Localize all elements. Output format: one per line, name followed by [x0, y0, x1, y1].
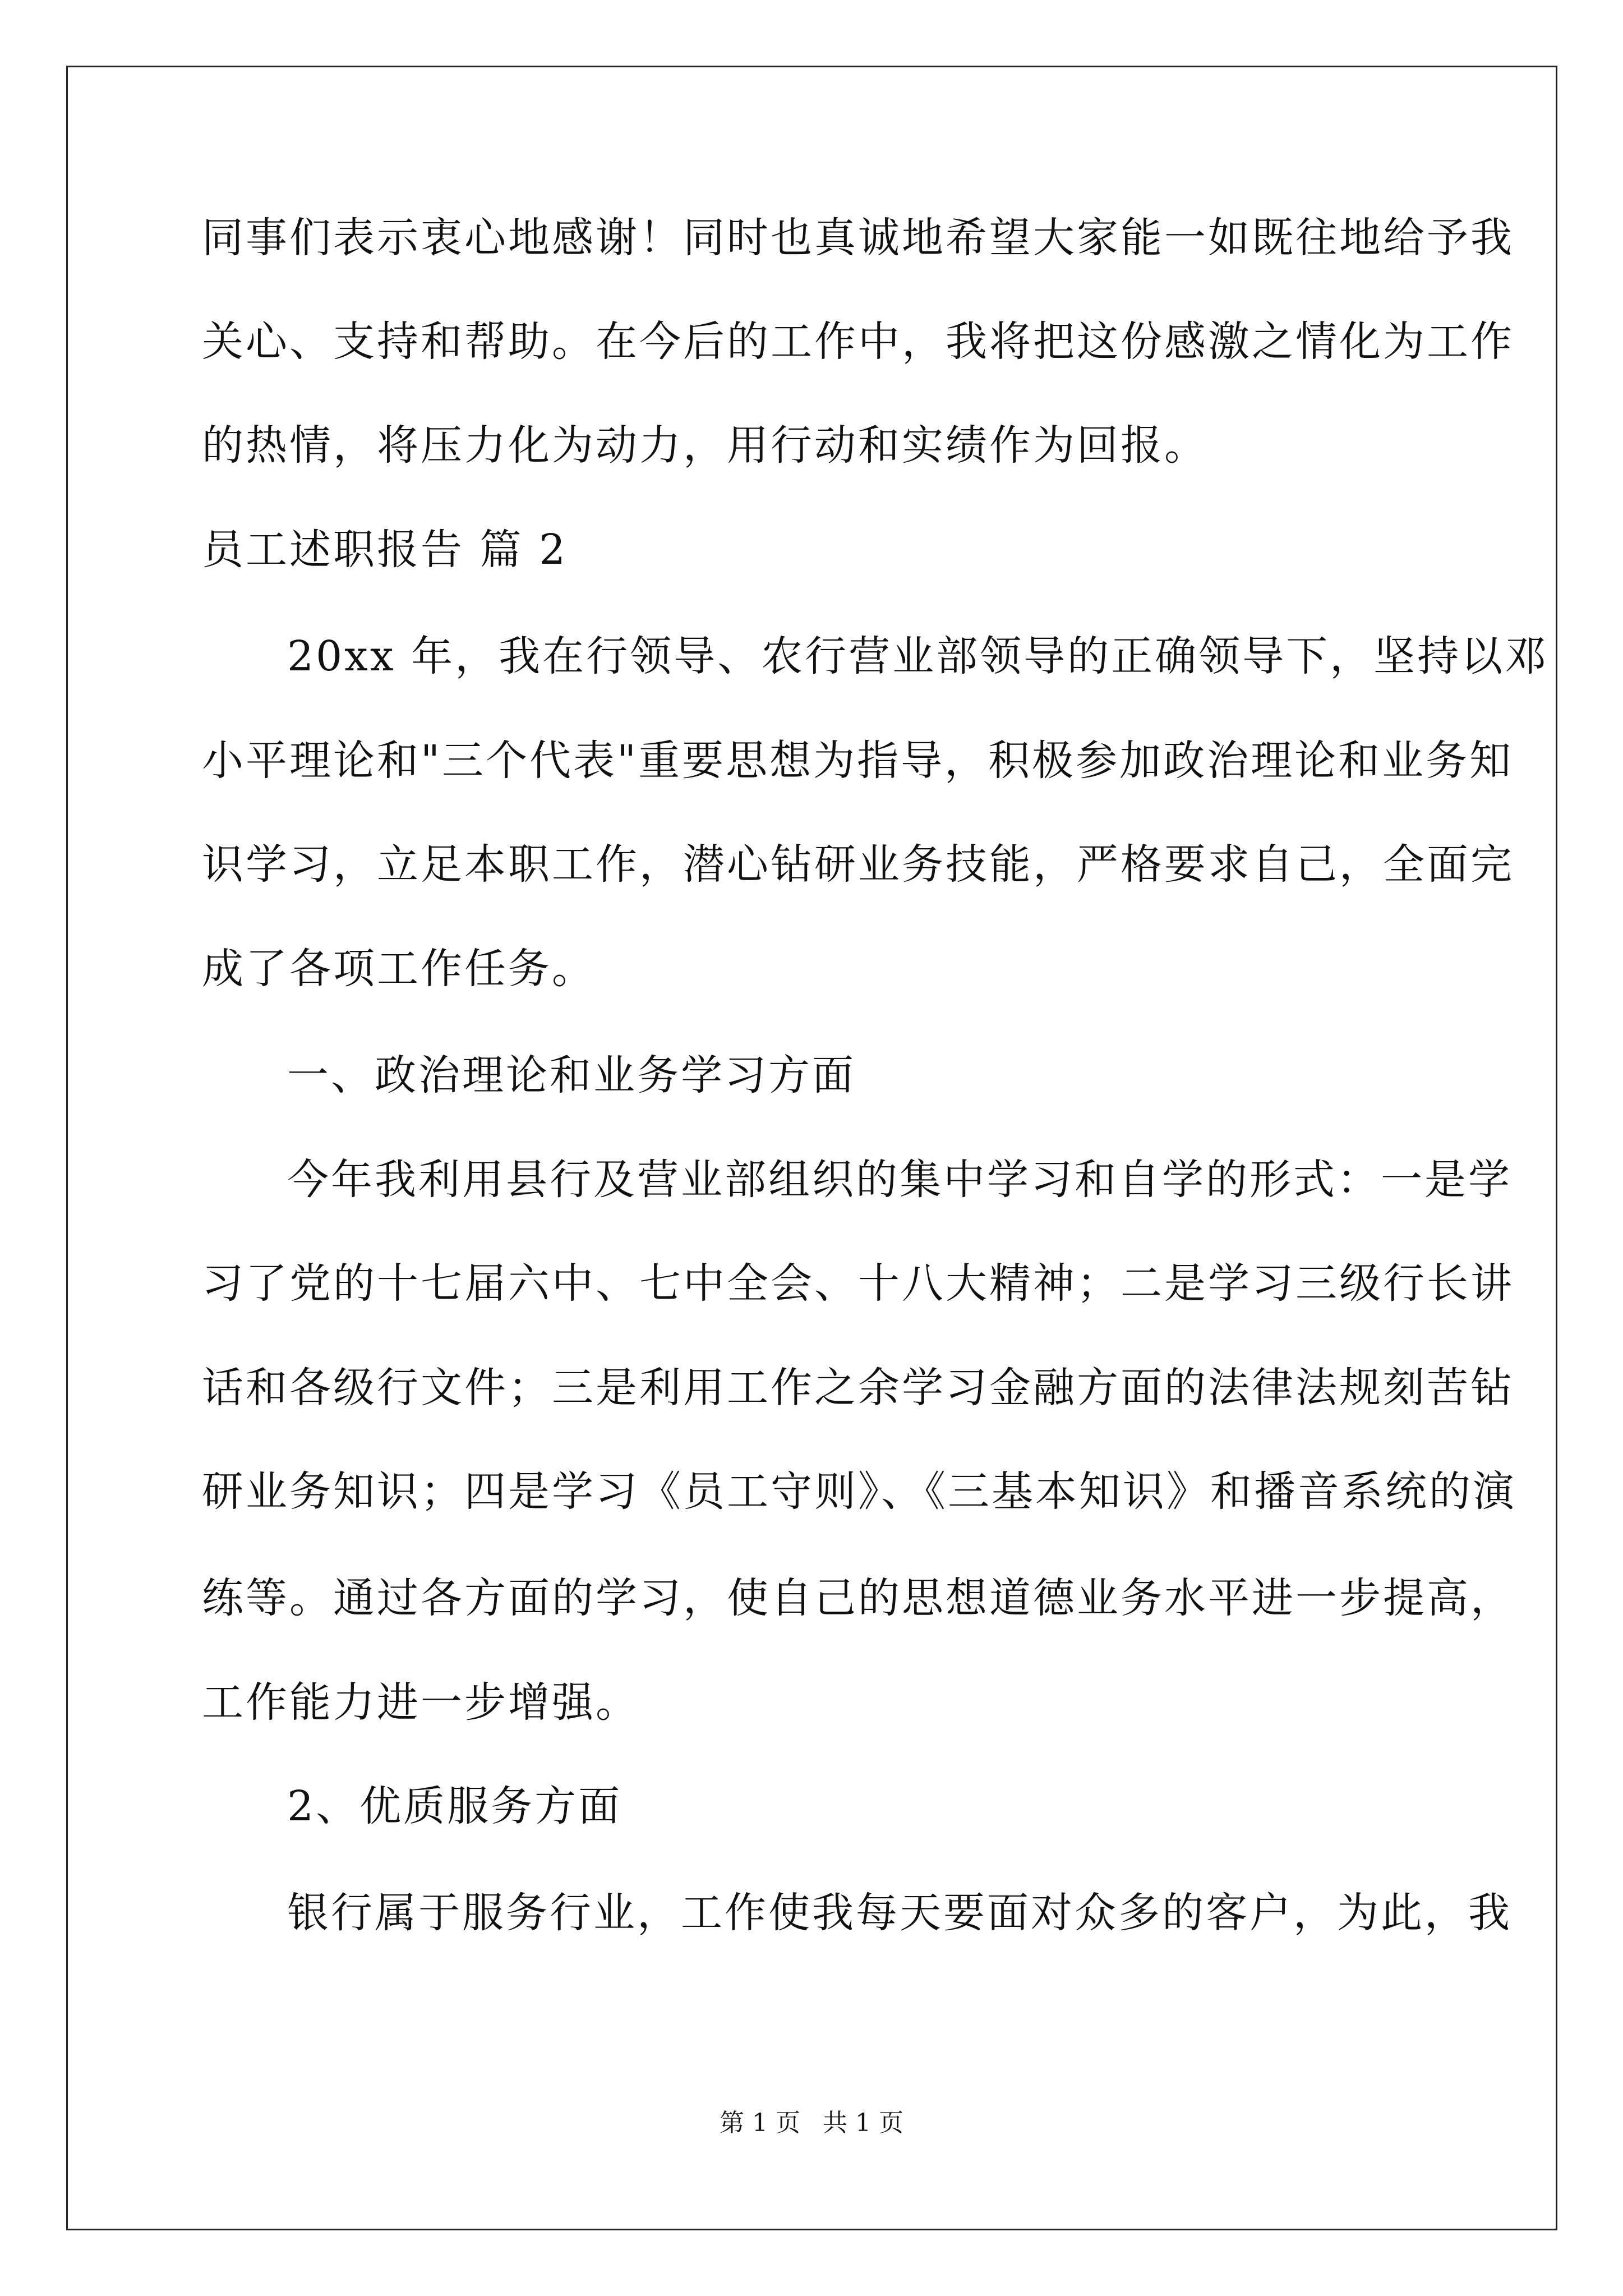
text-line: 练等。通过各方面的学习，使自己的思想道德业务水平进一步提高， — [202, 1574, 1514, 1622]
text-line: 工作能力进一步增强。 — [202, 1678, 639, 1727]
text-line: 同事们表示衷心地感谢！同时也真诚地希望大家能一如既往地给予我 — [202, 214, 1514, 262]
text-line: 话和各级行文件；三是利用工作之余学习金融方面的法律法规刻苦钻 — [202, 1364, 1514, 1412]
text-line: 识学习，立足本职工作，潜心钻研业务技能，严格要求自己，全面完 — [202, 840, 1514, 889]
text-line: 20xx 年，我在行领导、农行营业部领导的正确领导下，坚持以邓 — [287, 632, 1549, 680]
text-line: 成了各项工作任务。 — [202, 945, 596, 993]
text-line: 研业务知识；四是学习《员工守则》、《三基本知识》和播音系统的演 — [202, 1467, 1516, 1516]
page-number-current: 第 1 页 — [720, 2109, 800, 2137]
text-line: 小平理论和"三个代表"重要思想为指导，积极参加政治理论和业务知 — [202, 737, 1514, 785]
text-line: 的热情，将压力化为动力，用行动和实绩作为回报。 — [202, 421, 1208, 470]
text-line: 员工述职报告 篇 2 — [202, 526, 568, 574]
text-line: 习了党的十七届六中、七中全会、十八大精神；二是学习三级行长讲 — [202, 1259, 1514, 1308]
text-line: 2、优质服务方面 — [287, 1782, 623, 1830]
text-line: 关心、支持和帮助。在今后的工作中，我将把这份感激之情化为工作 — [202, 318, 1514, 366]
page-footer — [0, 2106, 1623, 2140]
text-line: 银行属于服务行业，工作使我每天要面对众多的客户，为此，我 — [287, 1889, 1512, 1937]
text-line: 今年我利用县行及营业部组织的集中学习和自学的形式：一是学 — [287, 1156, 1512, 1204]
page-number-total: 共 1 页 — [823, 2109, 903, 2137]
text-line: 一、政治理论和业务学习方面 — [287, 1051, 856, 1099]
